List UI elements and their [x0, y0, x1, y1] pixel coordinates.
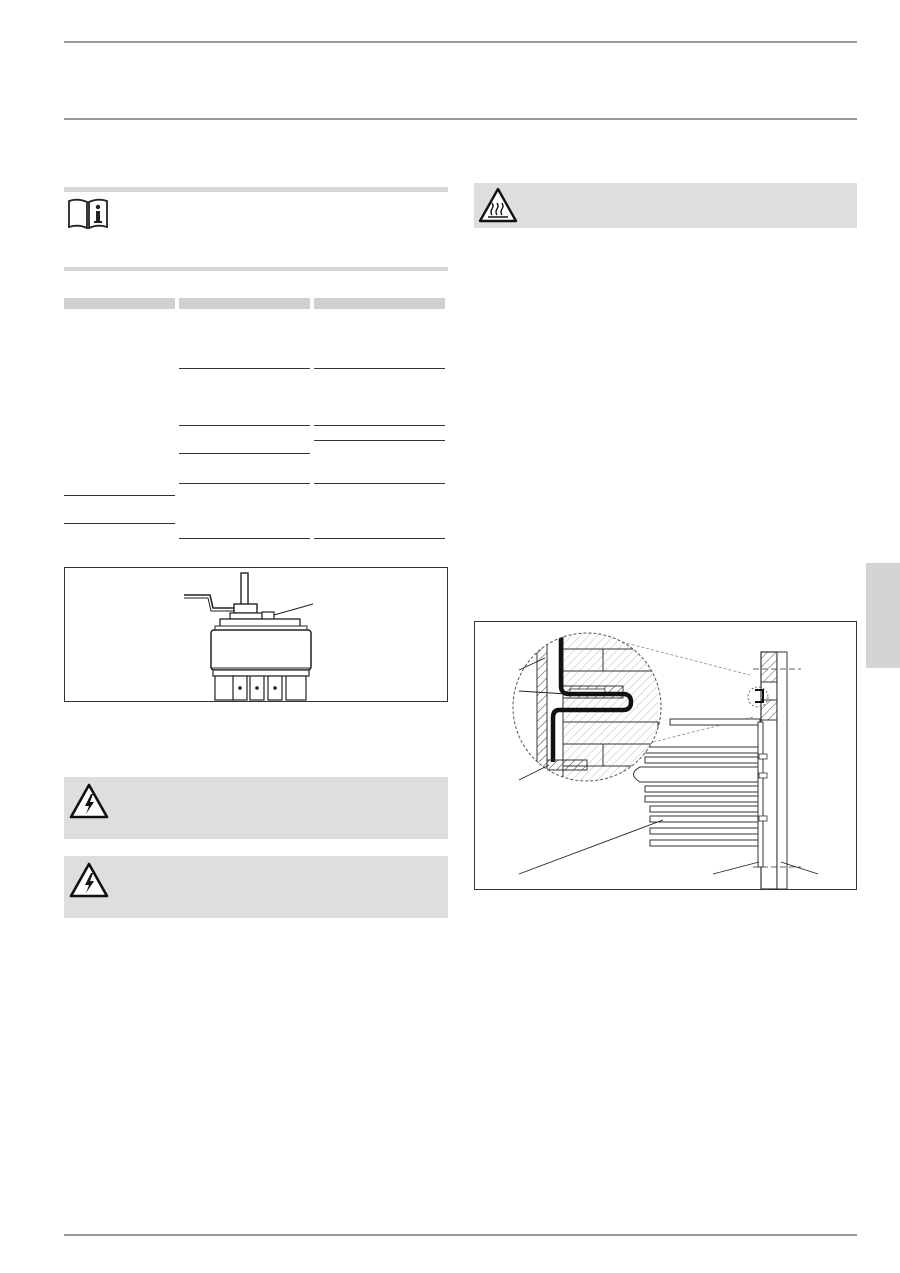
table-row-line — [179, 453, 310, 454]
electric-hazard-icon — [69, 862, 109, 898]
thermostat-drawing — [65, 568, 447, 701]
wall-mounting-detail-drawing — [475, 622, 856, 889]
table-row-line — [64, 523, 175, 524]
figure-thermostat — [64, 567, 448, 702]
table-row-line — [314, 538, 445, 539]
table-row-line — [314, 368, 445, 369]
table-row-line — [314, 425, 445, 426]
table-row-line — [314, 483, 445, 484]
table-row-line — [179, 368, 310, 369]
table-row-line — [179, 538, 310, 539]
hot-surface-icon — [478, 187, 518, 224]
info-notice-top-bar — [64, 187, 448, 192]
table-row-line — [179, 425, 310, 426]
table-header-col-1 — [64, 298, 175, 309]
header-top-rule — [64, 41, 857, 43]
chapter-side-tab[interactable] — [866, 563, 900, 668]
manual-info-icon — [67, 197, 109, 231]
table-row-line — [179, 483, 310, 484]
figure-wall-mounting — [474, 621, 857, 890]
hot-surface-notice — [474, 183, 857, 228]
electric-hazard-icon — [69, 783, 109, 819]
table-header-col-3 — [314, 298, 445, 309]
table-row-line — [314, 440, 445, 441]
table-row-line — [64, 495, 175, 496]
table-header-col-2 — [179, 298, 310, 309]
info-notice-bottom-bar — [64, 267, 448, 271]
warning-notice-electric-2 — [64, 856, 448, 918]
warning-notice-electric-1 — [64, 777, 448, 839]
footer-rule — [64, 1234, 857, 1236]
header-bottom-rule — [64, 118, 857, 120]
